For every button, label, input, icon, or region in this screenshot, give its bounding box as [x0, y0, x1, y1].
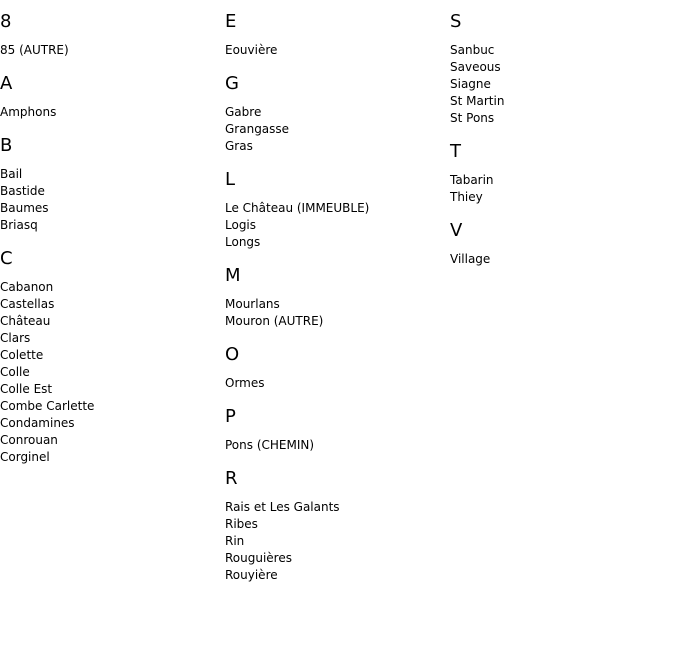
list-item[interactable]: Mouron (AUTRE) — [225, 314, 324, 328]
list-item[interactable]: Colle Est — [0, 382, 53, 396]
group-letter: O — [225, 344, 240, 365]
letter-group-r — [225, 467, 447, 584]
group-letter: A — [0, 73, 13, 94]
group-letter: P — [225, 406, 236, 427]
list-item[interactable]: Village — [450, 252, 491, 266]
index-column-3 — [450, 10, 672, 281]
letter-group-v — [450, 219, 672, 268]
item-list — [0, 166, 222, 234]
item-list — [0, 104, 222, 121]
list-item[interactable]: Grangasse — [225, 122, 290, 136]
list-item[interactable]: Clars — [0, 331, 31, 345]
letter-group-g — [225, 72, 447, 155]
item-list — [225, 42, 447, 59]
group-letter: R — [225, 468, 238, 489]
list-item[interactable]: Ribes — [225, 517, 258, 531]
list-item[interactable]: Corginel — [0, 450, 50, 464]
group-letter: B — [0, 135, 13, 156]
index-column-2 — [225, 10, 447, 597]
letter-group-o — [225, 343, 447, 392]
list-item[interactable]: Tabarin — [450, 173, 494, 187]
list-item[interactable]: Baumes — [0, 201, 49, 215]
list-item[interactable]: Sanbuc — [450, 43, 495, 57]
item-list — [225, 499, 447, 584]
list-item[interactable]: St Martin — [450, 94, 505, 108]
item-list — [225, 375, 447, 392]
list-item[interactable]: Bail — [0, 167, 23, 181]
group-letter: V — [450, 220, 463, 241]
item-list — [225, 200, 447, 251]
item-list — [450, 251, 672, 268]
group-letter: S — [450, 11, 462, 32]
list-item[interactable]: Amphons — [0, 105, 57, 119]
group-letter: 8 — [0, 11, 12, 32]
list-item[interactable]: St Pons — [450, 111, 495, 125]
list-item[interactable]: Rouguières — [225, 551, 292, 565]
list-item[interactable]: Ormes — [225, 376, 265, 390]
item-list — [225, 437, 447, 454]
list-item[interactable]: Eouvière — [225, 43, 278, 57]
list-item[interactable]: Cabanon — [0, 280, 54, 294]
list-item[interactable]: Conrouan — [0, 433, 58, 447]
list-item[interactable]: Rais et Les Galants — [225, 500, 340, 514]
list-item[interactable]: Bastide — [0, 184, 45, 198]
list-item[interactable]: Gras — [225, 139, 253, 153]
item-list — [0, 279, 222, 466]
index-column-1 — [0, 10, 222, 479]
group-letter: L — [225, 169, 236, 190]
list-item[interactable]: Briasq — [0, 218, 38, 232]
group-letter: T — [450, 141, 461, 162]
letter-group-s — [450, 10, 672, 127]
list-item[interactable]: Le Château (IMMEUBLE) — [225, 201, 370, 215]
item-list — [450, 172, 672, 206]
list-item[interactable]: Colle — [0, 365, 30, 379]
list-item[interactable]: Castellas — [0, 297, 55, 311]
item-list — [225, 104, 447, 155]
letter-group-l — [225, 168, 447, 251]
group-letter: E — [225, 11, 237, 32]
group-letter: G — [225, 73, 239, 94]
item-list — [225, 296, 447, 330]
group-letter: C — [0, 248, 13, 269]
list-item[interactable]: Rouyière — [225, 568, 278, 582]
list-item[interactable]: Saveous — [450, 60, 501, 74]
letter-group-t — [450, 140, 672, 206]
letter-group-c — [0, 247, 222, 466]
item-list — [0, 42, 222, 59]
list-item[interactable]: Siagne — [450, 77, 491, 91]
list-item[interactable]: Pons (CHEMIN) — [225, 438, 315, 452]
list-item[interactable]: Mourlans — [225, 297, 280, 311]
list-item[interactable]: Château — [0, 314, 51, 328]
letter-group-b — [0, 134, 222, 234]
letter-group-m — [225, 264, 447, 330]
list-item[interactable]: Combe Carlette — [0, 399, 95, 413]
item-list — [450, 42, 672, 127]
list-item[interactable]: Rin — [225, 534, 245, 548]
list-item[interactable]: Colette — [0, 348, 44, 362]
list-item[interactable]: Logis — [225, 218, 257, 232]
letter-group-p — [225, 405, 447, 454]
list-item[interactable]: 85 (AUTRE) — [0, 43, 69, 57]
letter-group-e — [225, 10, 447, 59]
letter-group-8 — [0, 10, 222, 59]
list-item[interactable]: Longs — [225, 235, 261, 249]
list-item[interactable]: Gabre — [225, 105, 262, 119]
list-item[interactable]: Condamines — [0, 416, 75, 430]
letter-group-a — [0, 72, 222, 121]
list-item[interactable]: Thiey — [450, 190, 483, 204]
group-letter: M — [225, 265, 241, 286]
